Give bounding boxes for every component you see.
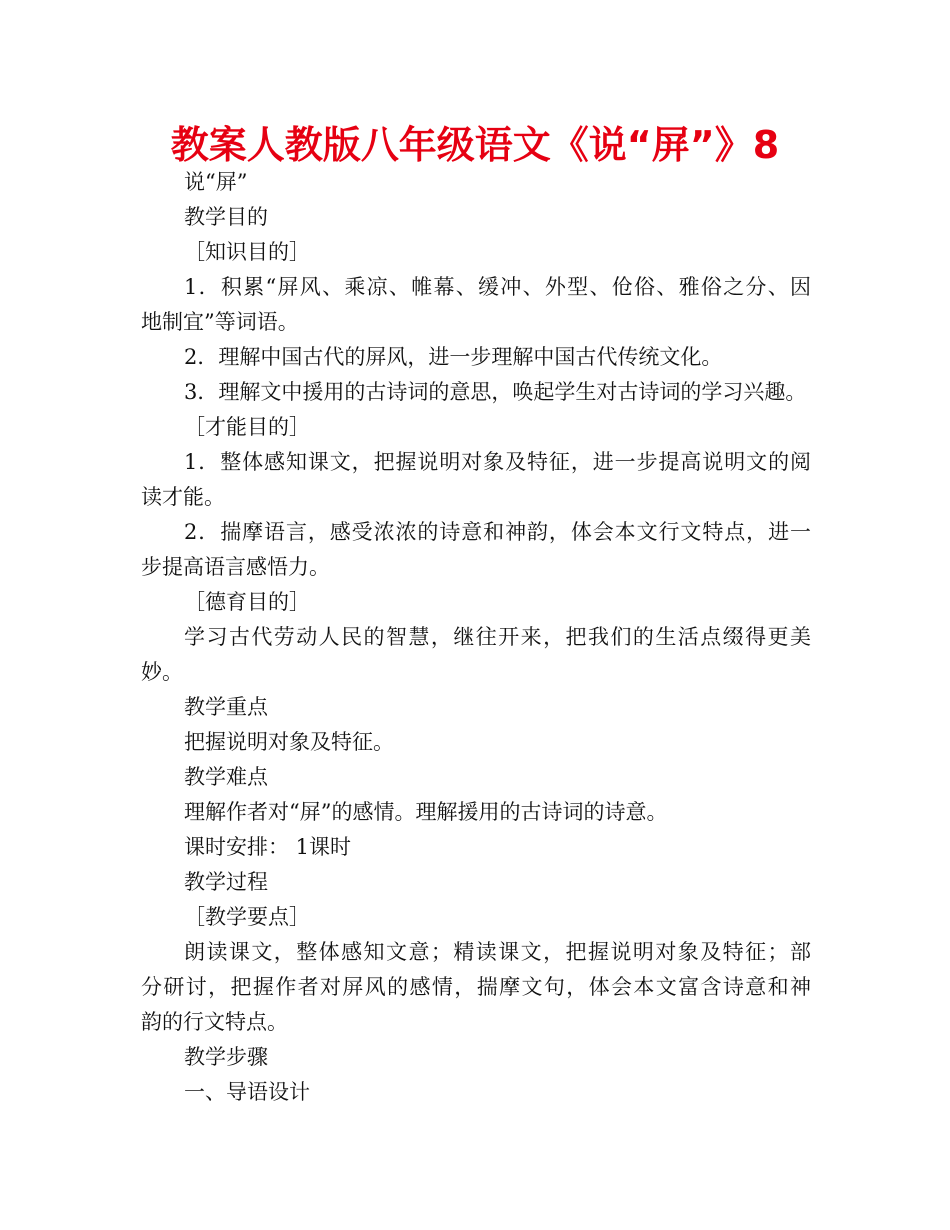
text-line: 读才能。 — [141, 485, 225, 509]
text-line: 1．整体感知课文，把握说明对象及特征，进一步提高说明文的阅 — [184, 450, 811, 474]
text-line: 课时安排： 1课时 — [184, 835, 352, 859]
text-line: 说“屏” — [184, 170, 248, 194]
text-line: 朗读课文，整体感知文意；精读课文，把握说明对象及特征；部 — [184, 940, 811, 964]
text-line: ［教学要点］ — [184, 905, 310, 929]
text-line: 教学难点 — [184, 765, 268, 789]
text-line: ［知识目的］ — [184, 240, 310, 264]
text-line: 分研讨，把握作者对屏风的感情，揣摩文句，体会本文富含诗意和神 — [141, 975, 811, 999]
text-line: 一、导语设计 — [184, 1080, 310, 1104]
text-line: 2．理解中国古代的屏风，进一步理解中国古代传统文化。 — [184, 345, 723, 369]
text-line: 韵的行文特点。 — [141, 1010, 288, 1034]
text-line: 妙。 — [141, 660, 183, 684]
text-line: 1．积累“屏风、乘凉、帷幕、缓冲、外型、伧俗、雅俗之分、因 — [184, 275, 811, 299]
text-line: 教学目的 — [184, 205, 268, 229]
document-body — [141, 165, 811, 1110]
text-line: 地制宜”等词语。 — [141, 310, 299, 334]
text-line: 理解作者对“屏”的感情。理解援用的古诗词的诗意。 — [184, 800, 668, 824]
text-line: 2．揣摩语言，感受浓浓的诗意和神韵，体会本文行文特点，进一 — [184, 520, 811, 544]
text-line: 教学重点 — [184, 695, 268, 719]
text-line: ［德育目的］ — [184, 590, 310, 614]
text-line: 步提高语言感悟力。 — [141, 555, 330, 579]
text-line: 教学步骤 — [184, 1045, 268, 1069]
text-line: ［才能目的］ — [184, 415, 310, 439]
document-title: 教案人教版八年级语文《说“屏”》8 — [170, 123, 780, 167]
text-line: 学习古代劳动人民的智慧，继往开来，把我们的生活点缀得更美 — [184, 625, 811, 649]
text-line: 教学过程 — [184, 870, 268, 894]
text-line: 把握说明对象及特征。 — [184, 730, 394, 754]
text-line: 3．理解文中援用的古诗词的意思，唤起学生对古诗词的学习兴趣。 — [184, 380, 807, 404]
